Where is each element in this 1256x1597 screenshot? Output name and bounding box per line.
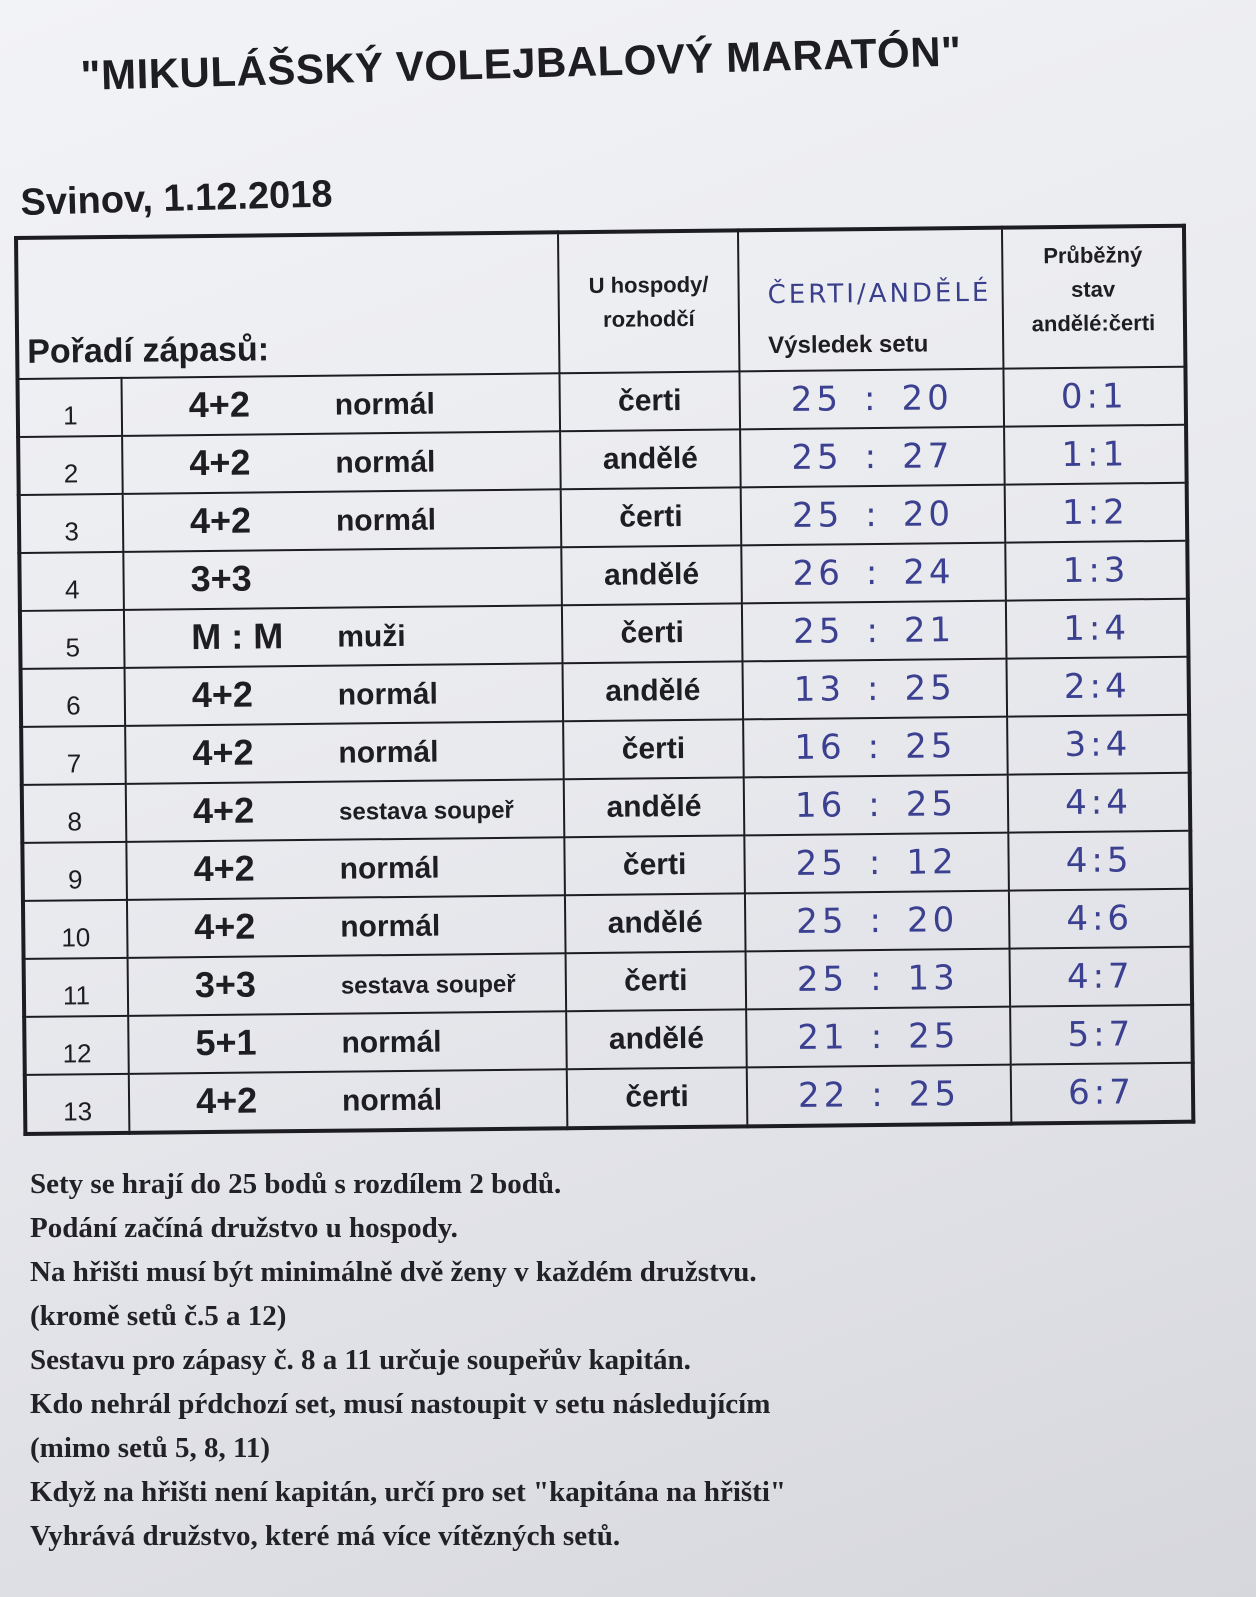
match-format [125, 663, 564, 726]
rule-line: (mimo setů 5, 8, 11) [30, 1432, 271, 1464]
match-format-code: 4+2 [189, 499, 252, 542]
match-format [129, 1069, 568, 1133]
score-b: 21 [903, 610, 956, 651]
header-result-label: Výsledek setu [768, 330, 929, 360]
score-a: 25 [790, 379, 843, 420]
running-score: 1:4 [1006, 599, 1189, 659]
score-separator: : [864, 436, 881, 478]
match-format-note: normál [338, 735, 439, 770]
match-format [126, 779, 565, 842]
running-score: 6:7 [1011, 1063, 1194, 1124]
score-b: 25 [904, 668, 956, 709]
match-format [121, 373, 560, 436]
match-number: 11 [24, 958, 129, 1017]
rule-line: Vyhrává družstvo, které má více vítězných setů. [30, 1520, 621, 1552]
match-number: 9 [22, 842, 127, 901]
match-format-code: 5+1 [195, 1021, 257, 1064]
score-b: 13 [907, 958, 960, 999]
match-number: 2 [18, 436, 123, 495]
score-b: 25 [907, 1016, 960, 1057]
match-format-note: normál [339, 851, 440, 886]
match-number: 1 [17, 378, 122, 437]
match-result [744, 833, 1009, 894]
score-b: 24 [903, 552, 955, 593]
match-table-wrapper [14, 224, 1195, 1136]
score-separator: : [863, 378, 880, 420]
match-result [739, 369, 1004, 430]
score-b: 25 [905, 784, 958, 825]
rule-line: (kromě setů č.5 a 12) [30, 1300, 287, 1332]
running-score: 0:1 [1003, 367, 1186, 427]
match-referee: čerti [563, 719, 744, 779]
match-format-note: normál [340, 909, 441, 944]
running-score: 4:4 [1008, 773, 1191, 833]
running-score: 1:1 [1004, 425, 1187, 485]
table-header-row [16, 226, 1185, 379]
score-a: 22 [797, 1075, 850, 1116]
score-b: 20 [902, 494, 955, 535]
match-format-code: M : M [190, 615, 284, 658]
match-format-note: normál [341, 1025, 442, 1060]
match-number: 7 [21, 726, 126, 785]
running-score: 1:2 [1005, 483, 1188, 543]
score-separator: : [871, 1074, 887, 1116]
match-referee: čerti [564, 835, 745, 895]
header-referee: U hospody/ rozhodčí [558, 230, 739, 373]
running-score: 3:4 [1007, 715, 1190, 775]
match-number: 3 [19, 494, 124, 553]
match-result [741, 485, 1006, 546]
header-running-line3: andělé:čerti [1031, 310, 1156, 337]
score-separator: : [870, 1016, 887, 1058]
match-result [741, 543, 1006, 604]
match-referee: andělé [563, 661, 744, 721]
header-order: Pořadí zápasů: [16, 232, 559, 379]
score-separator: : [865, 494, 881, 536]
running-score: 2:4 [1006, 657, 1189, 717]
match-format [124, 605, 563, 668]
match-result [743, 717, 1008, 778]
match-format-note: normál [337, 677, 439, 712]
score-separator: : [868, 784, 884, 826]
running-score: 4:6 [1009, 889, 1192, 949]
score-a: 25 [796, 901, 848, 942]
match-format-note: normál [334, 387, 435, 422]
match-referee: čerti [561, 487, 742, 547]
score-a: 16 [794, 785, 847, 826]
match-referee: andělé [566, 1009, 747, 1069]
rule-line: Sestavu pro zápasy č. 8 a 11 určuje soupeřův kapitán. [30, 1344, 691, 1376]
score-b: 27 [901, 436, 954, 477]
match-format-code: 4+2 [189, 441, 251, 484]
header-running [1002, 226, 1185, 369]
match-number: 4 [19, 552, 124, 611]
match-result [746, 1007, 1011, 1068]
rule-line: Na hřišti musí být minimálně dvě ženy v každém družstvu. [30, 1256, 757, 1288]
match-result [747, 1065, 1012, 1127]
running-score: 1:3 [1005, 541, 1188, 601]
match-referee: andělé [561, 545, 742, 605]
match-format-code: 4+2 [192, 731, 254, 774]
rule-line: Sety se hrají do 25 bodů s rozdílem 2 bodů. [30, 1168, 562, 1200]
match-result [745, 891, 1010, 952]
match-format [122, 431, 561, 494]
match-format [128, 953, 567, 1016]
rule-line: Když na hřišti není kapitán, určí pro set "kapitána na hřišti" [30, 1476, 786, 1508]
match-format-note: normál [335, 445, 436, 480]
match-number: 8 [22, 784, 127, 843]
match-referee: čerti [566, 951, 747, 1011]
score-a: 25 [791, 495, 844, 536]
match-result [740, 427, 1005, 488]
running-score: 4:5 [1008, 831, 1191, 891]
match-result [742, 659, 1007, 720]
score-a: 26 [792, 553, 845, 594]
running-score: 4:7 [1010, 947, 1193, 1007]
match-format-note: sestava soupeř [340, 970, 516, 1000]
score-separator: : [866, 610, 883, 652]
match-number: 12 [24, 1016, 129, 1075]
match-format [123, 489, 562, 552]
score-b: 12 [906, 842, 958, 883]
match-format-code: 4+2 [188, 383, 251, 426]
match-format-note: sestava soupeř [338, 796, 514, 826]
rule-line: Kdo nehrál pŕdchozí set, musí nastoupit v setu následujícím [30, 1388, 771, 1420]
score-separator: : [869, 900, 886, 942]
match-format-note: muži [337, 619, 406, 654]
match-format-code: 4+2 [192, 789, 255, 832]
match-referee: čerti [562, 603, 743, 663]
match-format-code: 3+3 [190, 557, 252, 600]
match-format [127, 895, 566, 958]
match-referee: andělé [565, 893, 746, 953]
header-running-line1: Průběžný [1043, 242, 1143, 269]
match-format [123, 547, 562, 610]
table-row [25, 1063, 1194, 1134]
match-format-code: 4+2 [194, 905, 256, 948]
header-result-handwritten: ČERTI/ANDĚLÉ [767, 277, 992, 311]
match-referee: čerti [559, 371, 740, 431]
match-format-code: 4+2 [191, 673, 254, 716]
match-result [746, 949, 1011, 1010]
match-format-note: normál [341, 1083, 443, 1118]
match-number: 10 [23, 900, 128, 959]
match-format-code: 3+3 [194, 963, 257, 1006]
score-a: 25 [795, 843, 848, 884]
match-referee: andělé [560, 429, 741, 489]
score-a: 25 [796, 959, 849, 1000]
score-separator: : [868, 842, 885, 884]
match-format-note: normál [335, 503, 437, 538]
score-separator: : [866, 668, 883, 710]
match-format-code: 4+2 [195, 1079, 258, 1122]
score-a: 25 [791, 437, 843, 478]
match-result [744, 775, 1009, 836]
score-b: 25 [904, 726, 957, 767]
header-result [738, 228, 1003, 372]
match-format-code: 4+2 [193, 847, 255, 890]
match-table [14, 224, 1195, 1136]
score-separator: : [869, 958, 886, 1000]
score-b: 20 [906, 900, 959, 941]
match-format [126, 837, 565, 900]
match-format [128, 1011, 567, 1074]
running-score: 5:7 [1010, 1005, 1193, 1065]
score-separator: : [867, 726, 884, 768]
score-a: 25 [792, 611, 845, 652]
match-referee: čerti [567, 1067, 748, 1128]
match-number: 6 [21, 668, 126, 727]
document-title: "MIKULÁŠSKÝ VOLEJBALOVÝ MARATÓN" [80, 27, 963, 99]
rule-line: Podání začíná družstvo u hospody. [30, 1212, 458, 1244]
score-a: 16 [794, 727, 846, 768]
header-running-line2: stav [1070, 276, 1116, 302]
match-number: 13 [25, 1074, 130, 1134]
place-date: Svinov, 1.12.2018 [20, 173, 334, 224]
score-b: 20 [901, 378, 953, 419]
match-result [742, 601, 1007, 662]
match-format [125, 721, 564, 784]
score-a: 21 [797, 1017, 849, 1058]
score-b: 25 [908, 1074, 961, 1115]
match-number: 5 [20, 610, 125, 669]
rules-block [30, 1162, 786, 1558]
score-a: 13 [793, 669, 846, 710]
match-referee: andělé [564, 777, 745, 837]
score-separator: : [865, 552, 882, 594]
